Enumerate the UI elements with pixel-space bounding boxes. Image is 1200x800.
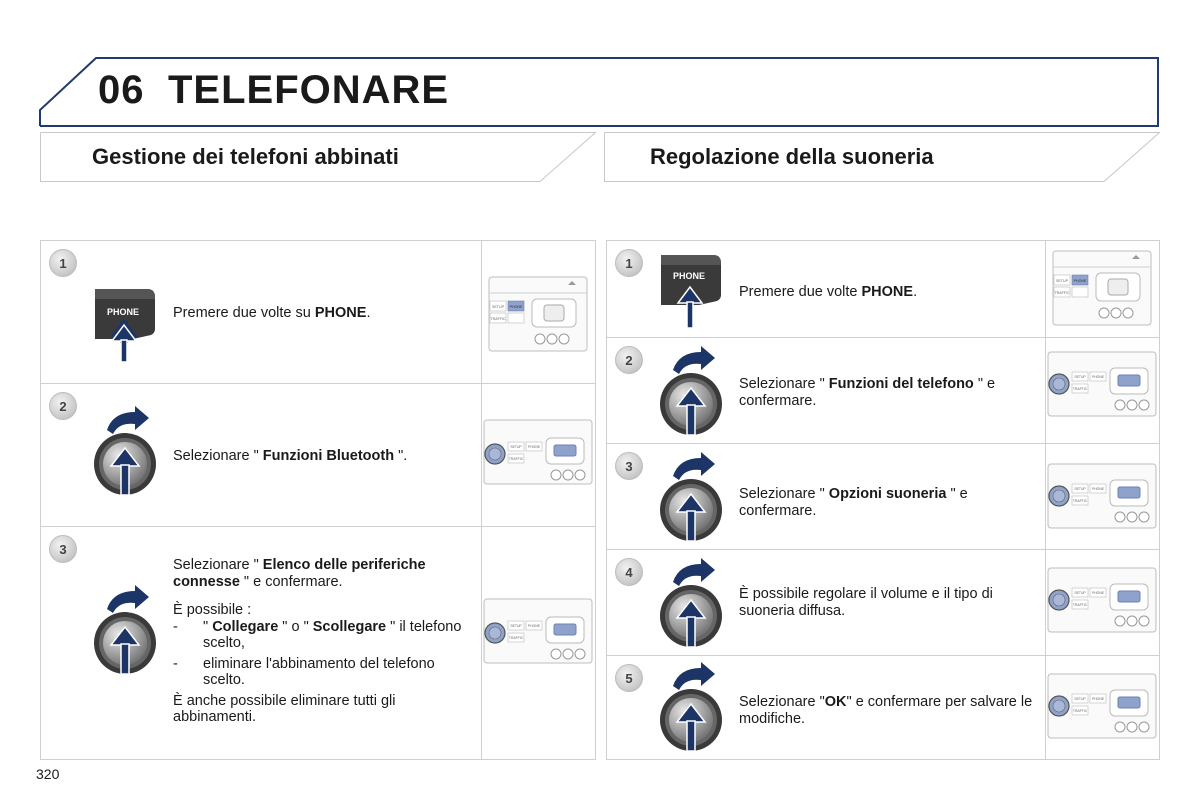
steps-table-left — [40, 240, 596, 760]
svg-text:SETUP: SETUP — [510, 624, 522, 628]
step-text: Selezionare "OK" e confermare per salvare le modifiche. — [739, 694, 1033, 727]
step-row — [41, 241, 595, 384]
svg-text:TRAFFIC: TRAFFIC — [508, 636, 524, 640]
svg-text:SETUP: SETUP — [510, 445, 522, 449]
rotary-knob-icon — [657, 660, 729, 761]
svg-text:TRAFFIC: TRAFFIC — [1072, 387, 1088, 391]
svg-text:TRAFFIC: TRAFFIC — [1072, 709, 1088, 713]
svg-text:PHONE: PHONE — [527, 624, 541, 628]
step-number-badge: 4 — [615, 558, 643, 586]
step-row — [607, 241, 1159, 338]
radio-panel-drawing — [1046, 444, 1158, 550]
svg-text:SETUP: SETUP — [1074, 591, 1086, 595]
svg-text:PHONE: PHONE — [1073, 279, 1087, 283]
section-title-left: Gestione dei telefoni abbinati — [92, 144, 399, 169]
phone-button-label: PHONE — [672, 271, 706, 281]
radio-panel-image — [1045, 444, 1159, 549]
step-number-badge: 5 — [615, 664, 643, 692]
svg-text:SETUP: SETUP — [1074, 487, 1086, 491]
step-row — [607, 550, 1159, 656]
svg-text:PHONE: PHONE — [509, 305, 523, 309]
radio-panel-image — [481, 241, 595, 383]
rotary-knob-icon — [91, 583, 163, 684]
radio-panel-drawing — [482, 527, 594, 760]
radio-panel-drawing — [1046, 550, 1158, 656]
section-header-left — [40, 132, 596, 182]
svg-text:SETUP: SETUP — [1074, 375, 1086, 379]
step-text: Selezionare " Opzioni suoneria " e confermare. — [739, 486, 968, 519]
step-number-badge: 1 — [615, 249, 643, 277]
rotary-knob-icon — [657, 556, 729, 657]
step-number-badge: 3 — [615, 452, 643, 480]
step-row — [41, 527, 595, 760]
radio-panel-drawing — [482, 241, 594, 384]
step-row — [607, 338, 1159, 444]
step-text: Selezionare " Elenco delle periferiche connesse " e confermare. È possibile : - " Collegare " o " Scollegare " il telefono scelto, - eliminare l'abbinamento del telefono scelto. È anche possibile eliminare tutti gli abbinamenti. — [173, 557, 462, 725]
step-row — [607, 444, 1159, 550]
step-text: Premere due volte PHONE. — [739, 284, 918, 300]
svg-text:PHONE: PHONE — [1091, 591, 1105, 595]
svg-text:SETUP: SETUP — [1056, 279, 1068, 283]
radio-panel-drawing — [482, 384, 594, 527]
step-text: È possibile regolare il volume e il tipo di suoneria diffusa. — [739, 586, 993, 619]
svg-text:SETUP: SETUP — [492, 305, 504, 309]
section-title-right: Regolazione della suoneria — [650, 144, 934, 169]
svg-text:PHONE: PHONE — [1091, 697, 1105, 701]
radio-panel-image — [481, 384, 595, 526]
step-number-badge: 2 — [49, 392, 77, 420]
radio-panel-image — [481, 527, 595, 760]
svg-text:SETUP: SETUP — [1074, 697, 1086, 701]
step-text: Selezionare " Funzioni Bluetooth ". — [173, 448, 408, 464]
section-header-right — [604, 132, 1160, 182]
svg-text:TRAFFIC: TRAFFIC — [1054, 291, 1070, 295]
phone-button-label: PHONE — [106, 307, 140, 317]
svg-text:TRAFFIC: TRAFFIC — [1072, 603, 1088, 607]
radio-panel-drawing — [1046, 656, 1158, 759]
step-number-badge: 2 — [615, 346, 643, 374]
step-text: Premere due volte su PHONE. — [173, 305, 371, 321]
svg-text:PHONE: PHONE — [527, 445, 541, 449]
radio-panel-image — [1045, 241, 1159, 337]
radio-panel-image — [1045, 550, 1159, 655]
step-number-badge: 1 — [49, 249, 77, 277]
page-number: 320 — [36, 766, 60, 782]
radio-panel-image — [1045, 656, 1159, 759]
radio-panel-drawing — [1046, 241, 1158, 338]
svg-text:PHONE: PHONE — [1091, 375, 1105, 379]
radio-panel-drawing — [1046, 338, 1158, 444]
rotary-knob-icon — [91, 404, 163, 505]
svg-text:TRAFFIC: TRAFFIC — [490, 317, 506, 321]
step-row — [607, 656, 1159, 759]
phone-button-icon — [93, 285, 157, 370]
chapter-title: TELEFONARE — [168, 68, 450, 112]
rotary-knob-icon — [657, 450, 729, 551]
step-text: Selezionare " Funzioni del telefono " e confermare. — [739, 376, 996, 409]
step-number-badge: 3 — [49, 535, 77, 563]
svg-text:PHONE: PHONE — [1091, 487, 1105, 491]
step-row — [41, 384, 595, 527]
steps-table-right — [606, 240, 1160, 760]
chapter-number: 06 — [98, 68, 145, 112]
radio-panel-image — [1045, 338, 1159, 443]
rotary-knob-icon — [657, 344, 729, 445]
svg-text:TRAFFIC: TRAFFIC — [1072, 499, 1088, 503]
phone-button-icon — [659, 251, 723, 336]
svg-text:TRAFFIC: TRAFFIC — [508, 457, 524, 461]
chapter-header — [38, 56, 1162, 128]
